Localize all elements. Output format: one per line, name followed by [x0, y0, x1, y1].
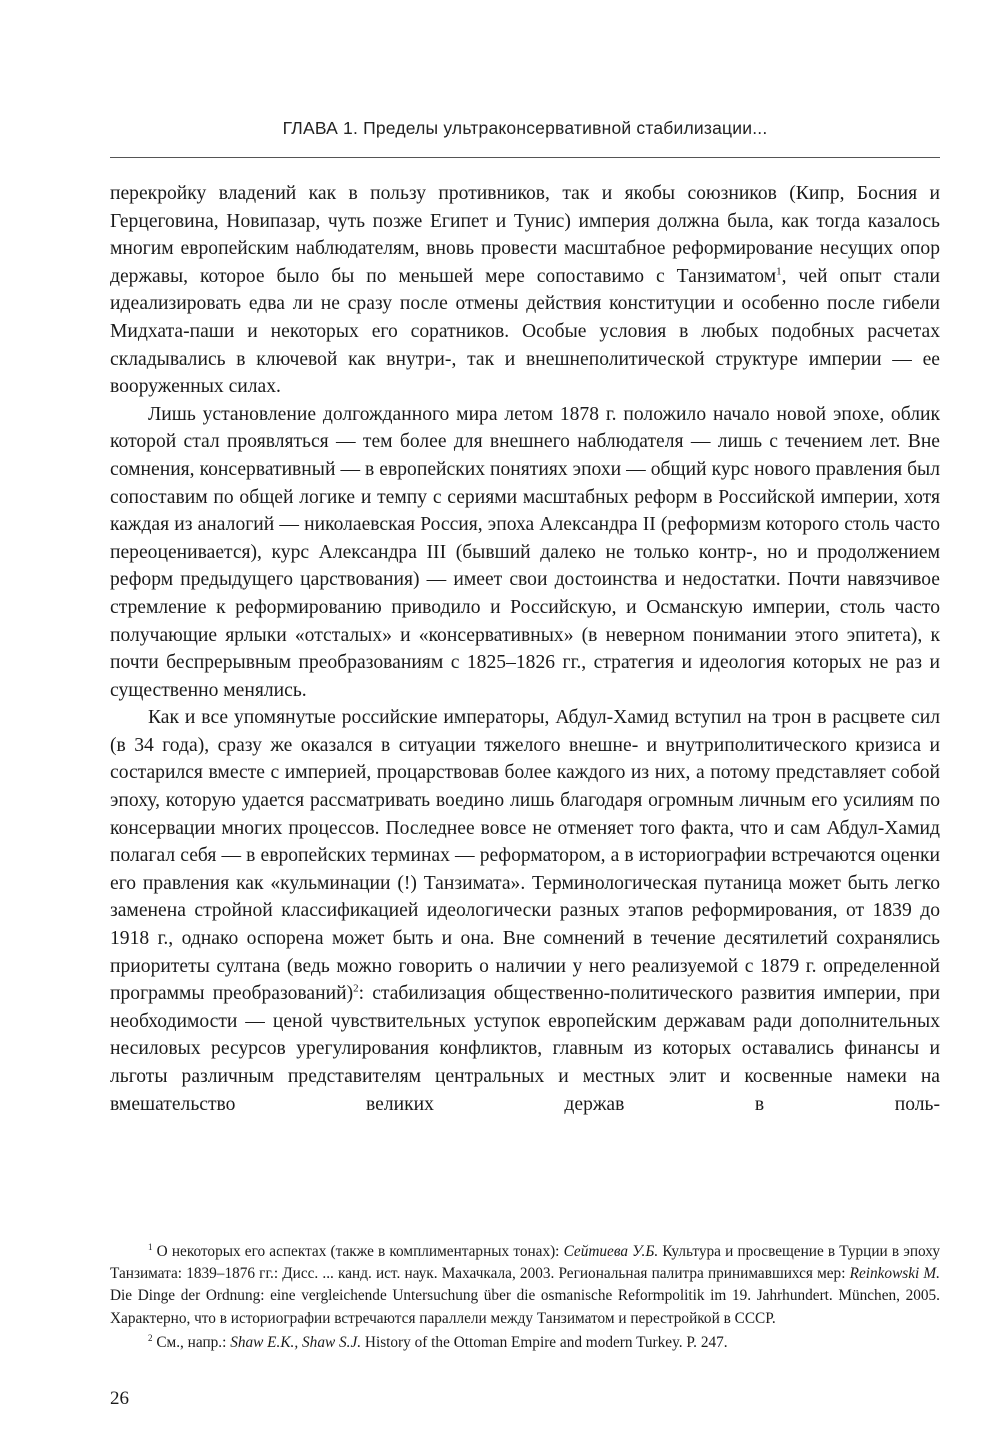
- footnote-1-author-2: Reinkowski M.: [849, 1265, 940, 1283]
- running-header: ГЛАВА 1. Пределы ультраконсервативной стабилизации...: [282, 118, 768, 138]
- page-number: 26: [110, 1388, 129, 1409]
- paragraph-1-part-a: перекройку владений как в пользу противников, так и якобы союзников (Кипр, Босния и Герцеговина, Новипазар, чуть позже Египет и Тунис) империя должна была, как тогда казалось многим европейским наблюдателям, вновь провести масштабное реформирование несущих опор державы, которое было бы по меньшей мере сопоставимо с Танзиматом: [110, 183, 940, 287]
- footnote-1-text-c: Die Dinge der Ordnung: eine vergleichende Untersuchung über die osmanische Reformpolitik im 19. Jahrhundert. München, 2005. Характерно, что в историографии встречаются параллели между Танзиматом и перестройкой в СССР.: [110, 1287, 940, 1327]
- footnote-2-text-b: History of the Ottoman Empire and modern Turkey. P. 247.: [361, 1333, 728, 1351]
- paragraph-3: [110, 704, 940, 1118]
- paragraph-2: Лишь установление долгожданного мира летом 1878 г. положило начало новой эпохе, облик которой стал проявляться — тем более для внешнего наблюдателя — лишь с течением лет. Вне сомнения, консервативный — в европейских понятиях эпохи — общий курс нового правления был сопоставим по общей логике и темпу с сериями масштабных реформ в Российской империи, хотя каждая из аналогий — николаевская Россия, эпоха Александра II (реформизм которого столь часто переоценивается), курс Александра III (бывший далеко не только контр-, но и продолжением реформ предыдущего царствования) — имеет свои достоинства и недостатки. Почти навязчивое стремление к реформированию приводило и Российскую, и Османскую империи, столь часто получающие ярлыки «отсталых» и «консервативных» (в неверном понимании этого эпитета), к почти беспрерывным преобразованиям с 1825–1826 гг., стратегия и идеология которых не раз и существенно менялись.: [110, 403, 940, 701]
- footnote-ref-1[interactable]: 1: [776, 265, 782, 278]
- footnote-1-text-a: О некоторых его аспектах (также в комплиментарных тонах):: [156, 1243, 564, 1260]
- paragraph-3-part-b: : стабилизация общественно-политического развития империи, при необходимости — ценой чувствительных уступок европейским державам ради дополнительных несиловых ресурсов урегулирования конфликтов, главным из которых оставались финансы и льготы различным представителям центральных и местных элит и косвенные намеки на вмешательство великих держав в поль-: [110, 983, 940, 1115]
- paragraph-1: [110, 180, 940, 401]
- footnotes: [110, 1241, 940, 1356]
- footnote-1: [110, 1241, 940, 1330]
- header-rule: [110, 157, 940, 158]
- footnote-ref-2[interactable]: 2: [353, 982, 359, 995]
- footnote-2-mark: 2: [148, 1332, 153, 1343]
- paragraph-3-part-a: Как и все упомянутые российские императоры, Абдул-Хамид вступил на трон в расцвете сил (в 34 года), сразу же оказался в ситуации тяжелого внешне- и внутриполитического кризиса и состарился вместе с империей, процарствовав более каждого из них, а потому представляет собой эпоху, которую удается рассматривать воедино лишь благодаря огромным личным его усилиям по консервации многих процессов. Последнее вовсе не отменяет того факта, что и сам Абдул-Хамид полагал себя — в европейских терминах — реформатором, а в историографии встречаются оценки его правления как «кульминации (!) Танзимата». Терминологическая путаница может быть легко заменена стройной классификацией идеологически разных этапов реформирования, от 1839 до 1918 г., однако оспорена может быть и она. Вне сомнений в течение десятилетий сохранялись приоритеты султана (ведь можно говорить о наличии у него реализуемой с 1879 г. определенной программы преобразований): [110, 707, 940, 1005]
- footnote-2-text-a: См., напр.:: [156, 1333, 231, 1351]
- paragraph-1-part-b: , чей опыт стали идеализировать едва ли не сразу после отмены действия конституции и особенно после гибели Мидхата-паши и некоторых его соратников. Особые условия в любых подобных расчетах складывались в ключевой как внутри-, так и внешнеполитической структуре империи — ее вооруженных силах.: [110, 265, 940, 398]
- footnote-1-mark: 1: [148, 1241, 153, 1252]
- footnote-1-author-1: Сейтиева У.Б.: [563, 1243, 659, 1260]
- main-text: [110, 180, 940, 1118]
- footnote-2: [110, 1332, 940, 1354]
- footnote-2-author: Shaw E.K., Shaw S.J.: [230, 1333, 362, 1351]
- footnote-1-text-b: Культура и просвещение в Турции в эпоху Танзимата: 1839–1876 гг.: Дисс. ... канд. ист. наук. Махачкала, 2003. Региональная палитра принимавшихся мер:: [110, 1243, 940, 1283]
